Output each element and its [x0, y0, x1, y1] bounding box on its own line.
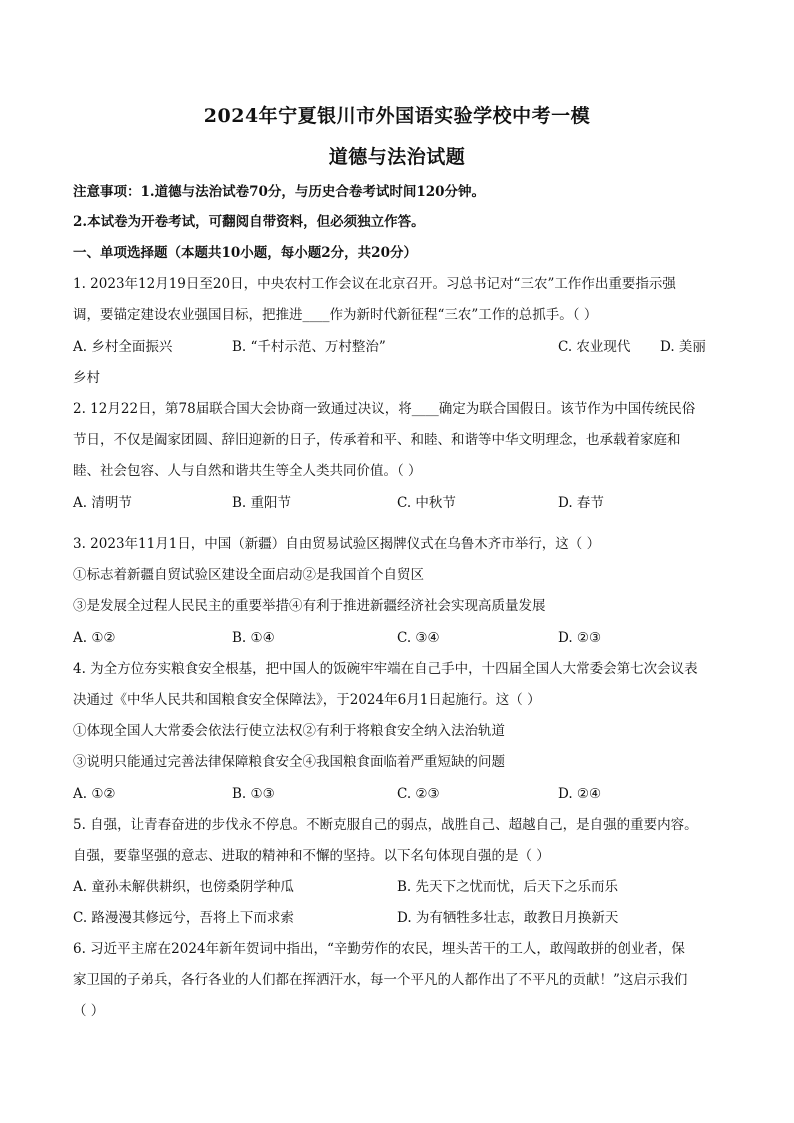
question-3-line: ①标志着新疆自贸试验区建设全面启动②是我国首个自贸区 — [73, 567, 424, 583]
question-1-line: 1. 2023年12月19日至20日，中央农村工作会议在北京召开。习总书记对“三农”工作作出重要指示强 — [73, 276, 676, 292]
question-4-line: 决通过《中华人民共和国粮食安全保障法》，于2024年6月1日起施行。这（ ） — [73, 692, 541, 708]
question-3-option-b: B. ①④ — [232, 630, 275, 646]
question-4-option-d: D. ②④ — [558, 786, 602, 802]
question-5-option-b: B. 先天下之忧而忧，后天下之乐而乐 — [397, 879, 619, 895]
question-1-option-c: C. 农业现代 — [558, 339, 631, 355]
question-3-option-d: D. ②③ — [558, 630, 602, 646]
question-4-option-c: C. ②③ — [397, 786, 440, 802]
question-1-option-b: B. “千村示范、万村整治” — [232, 339, 386, 355]
question-3-option-a: A. ①② — [73, 630, 116, 646]
question-5-option-c: C. 路漫漫其修远兮，吾将上下而求索 — [73, 910, 294, 926]
question-2-line: 节日，不仅是阖家团圆、辞旧迎新的日子，传承着和平、和睦、和谐等中华文明理念，也承载着家庭和 — [73, 432, 681, 448]
question-4-option-b: B. ①③ — [232, 786, 275, 802]
question-5-option-d: D. 为有牺牲多壮志，敢教日月换新天 — [397, 910, 619, 926]
question-1-line: 调，要锚定建设农业强国目标，把推进____作为新时代新征程“三农”工作的总抓手。（ ） — [73, 307, 598, 323]
question-2-line: 睦、社会包容、人与自然和谐共生等全人类共同价值。（ ） — [73, 463, 422, 479]
question-1-option-d: D. 美丽 — [660, 339, 706, 355]
question-2-option-d: D. 春节 — [558, 495, 604, 511]
question-4-line: ①体现全国人大常委会依法行使立法权②有利于将粮食安全纳入法治轨道 — [73, 723, 505, 739]
notice-line-1: 注意事项：1.道德与法治试卷70分，与历史合卷考试时间120分钟。 — [73, 184, 486, 200]
question-3-line: 3. 2023年11月1日，中国（新疆）自由贸易试验区揭牌仪式在乌鲁木齐市举行，这（ ） — [73, 536, 601, 552]
question-6-line: 6. 习近平主席在2024年新年贺词中指出，“辛勤劳作的农民，埋头苦干的工人，敢闯敢拼的创业者，保 — [73, 941, 685, 957]
question-6-line: 家卫国的子弟兵，各行各业的人们都在挥洒汗水，每一个平凡的人都作出了不平凡的贡献！”这启示我们 — [73, 972, 688, 988]
question-2-option-c: C. 中秋节 — [397, 495, 456, 511]
question-3-line: ③是发展全过程人民民主的重要举措④有利于推进新疆经济社会实现高质量发展 — [73, 598, 546, 614]
question-3-option-c: C. ③④ — [397, 630, 440, 646]
question-5-line: 自强，要靠坚强的意志、进取的精神和不懈的坚持。以下名句体现自强的是（ ） — [73, 848, 550, 864]
question-2-line: 2. 12月22日，第78届联合国大会协商一致通过决议，将____确定为联合国假日。该节作为中国传统民俗 — [73, 401, 696, 417]
section-heading: 一、单项选择题（本题共10小题，每小题2分，共20分） — [73, 245, 417, 261]
question-2-option-b: B. 重阳节 — [232, 495, 292, 511]
notice-line-2: 2.本试卷为开卷考试，可翻阅自带资料，但必须独立作答。 — [73, 214, 425, 230]
question-4-option-a: A. ①② — [73, 786, 116, 802]
question-5-option-a: A. 童孙未解供耕织，也傍桑阴学种瓜 — [73, 879, 294, 895]
question-1-option-a: A. 乡村全面振兴 — [73, 339, 173, 355]
question-6-line: （ ） — [73, 1003, 105, 1019]
page-subtitle: 道德与法治试题 — [328, 146, 466, 168]
question-5-line: 5. 自强，让青春奋进的步伐永不停息。不断克服自己的弱点，战胜自己、超越自己，是自强的重要内容。 — [73, 817, 698, 833]
question-2-option-a: A. 清明节 — [73, 495, 132, 511]
question-1-option-wrap: 乡村 — [73, 370, 100, 386]
page-title: 2024年宁夏银川市外国语实验学校中考一模 — [203, 105, 591, 127]
question-4-line: 4. 为全方位夯实粮食安全根基，把中国人的饭碗牢牢端在自己手中，十四届全国人大常委会第七次会议表 — [73, 661, 698, 677]
question-4-line: ③说明只能通过完善法律保障粮食安全④我国粮食面临着严重短缺的问题 — [73, 754, 505, 770]
